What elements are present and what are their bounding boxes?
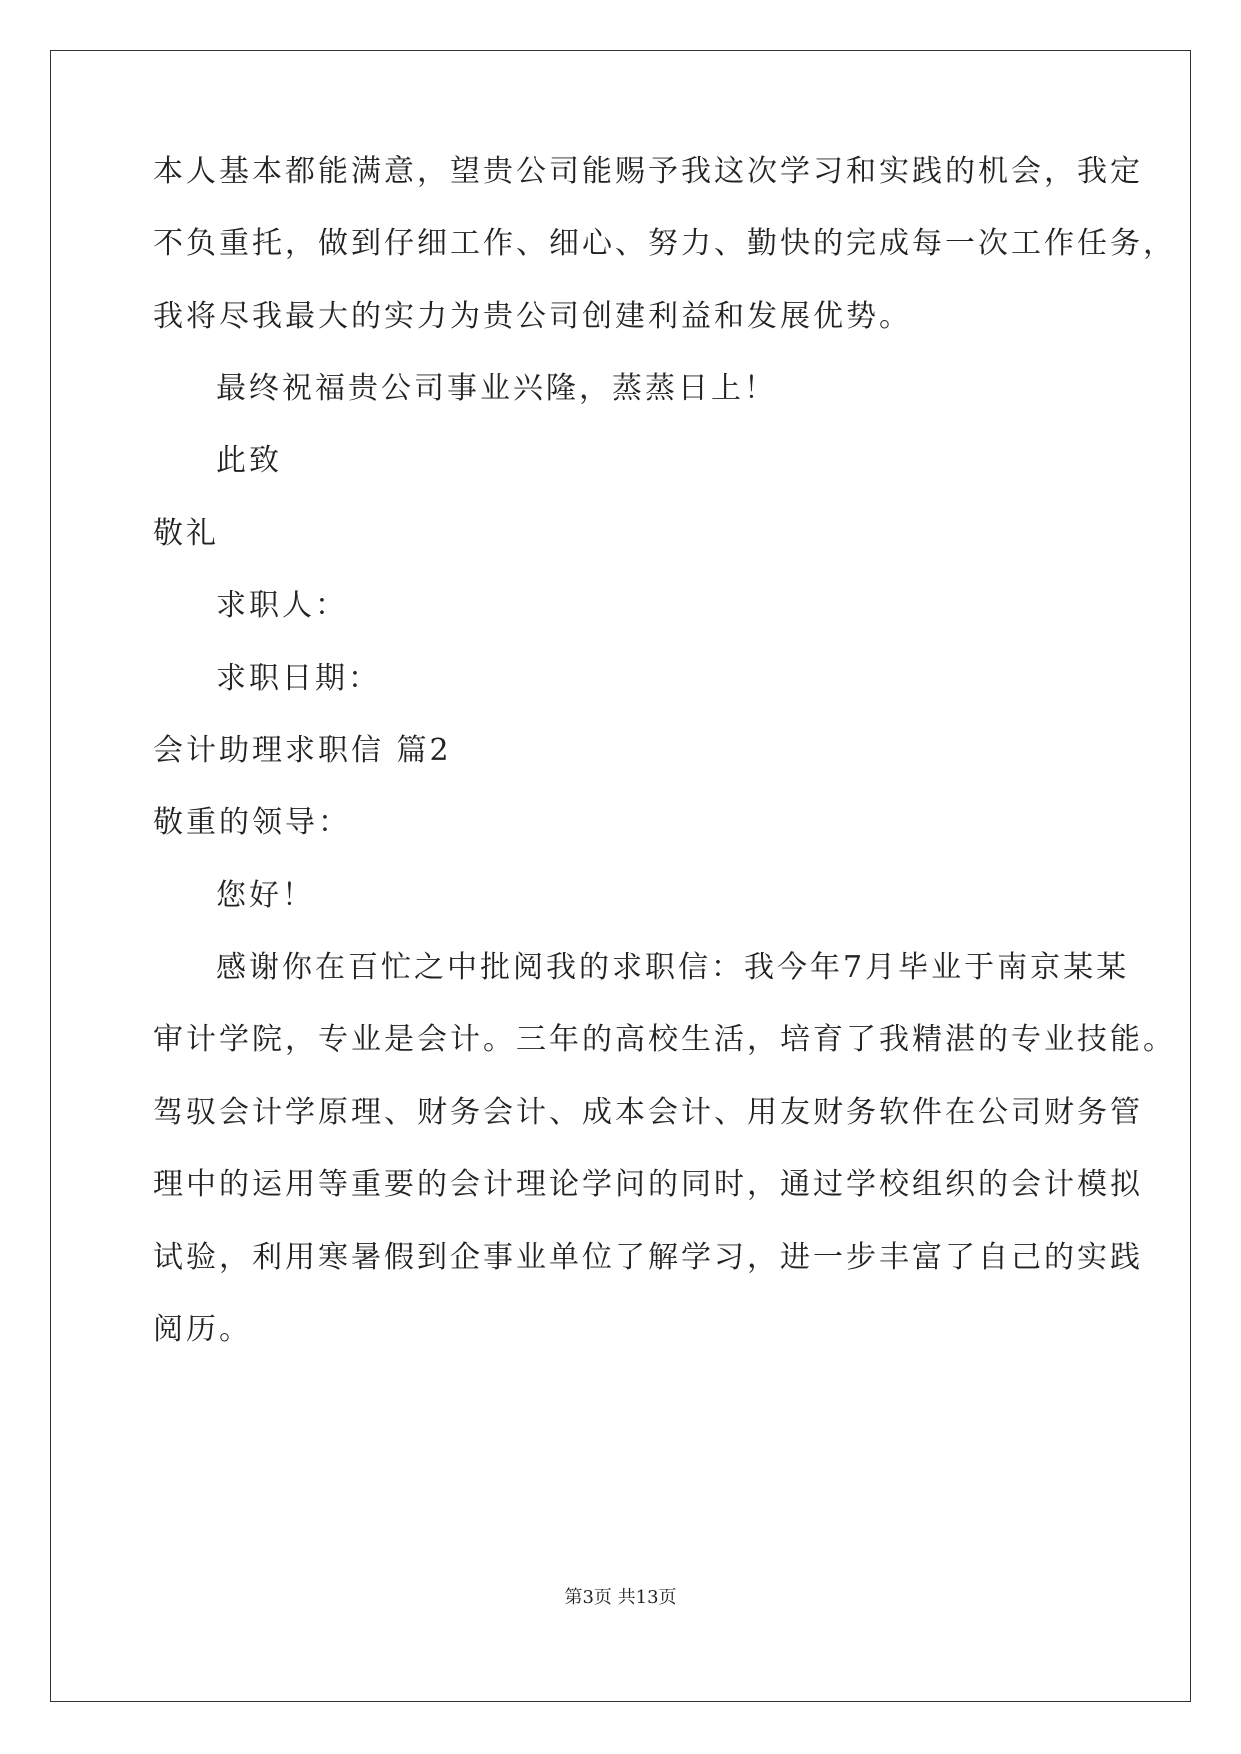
text-line: 感谢你在百忙之中批阅我的求职信：我今年7月毕业于南京某某	[216, 950, 1130, 985]
text-line: 阅历。	[153, 1312, 252, 1347]
text-line: 敬礼	[153, 516, 219, 551]
text-line: 您好！	[216, 878, 315, 913]
section-heading: 会计助理求职信 篇2	[153, 733, 452, 768]
text-line: 不负重托，做到仔细工作、细心、努力、勤快的完成每一次工作任务，	[153, 226, 1176, 261]
text-line: 我将尽我最大的实力为贵公司创建利益和发展优势。	[153, 299, 912, 334]
text-line: 驾驭会计学原理、财务会计、成本会计、用友财务软件在公司财务管	[153, 1095, 1143, 1130]
text-line: 此致	[216, 443, 282, 478]
text-line: 试验，利用寒暑假到企事业单位了解学习，进一步丰富了自己的实践	[153, 1240, 1143, 1275]
text-line: 本人基本都能满意，望贵公司能赐予我这次学习和实践的机会，我定	[153, 154, 1143, 189]
text-line: 理中的运用等重要的会计理论学问的同时，通过学校组织的会计模拟	[153, 1167, 1143, 1202]
text-line: 求职日期：	[216, 661, 381, 696]
page-number-footer: 第3页 共13页	[564, 1587, 677, 1608]
text-line: 求职人：	[216, 588, 348, 623]
text-line: 最终祝福贵公司事业兴隆，蒸蒸日上！	[216, 371, 777, 406]
text-line: 审计学院，专业是会计。三年的高校生活，培育了我精湛的专业技能。	[153, 1022, 1176, 1057]
text-line: 敬重的领导：	[153, 805, 351, 840]
